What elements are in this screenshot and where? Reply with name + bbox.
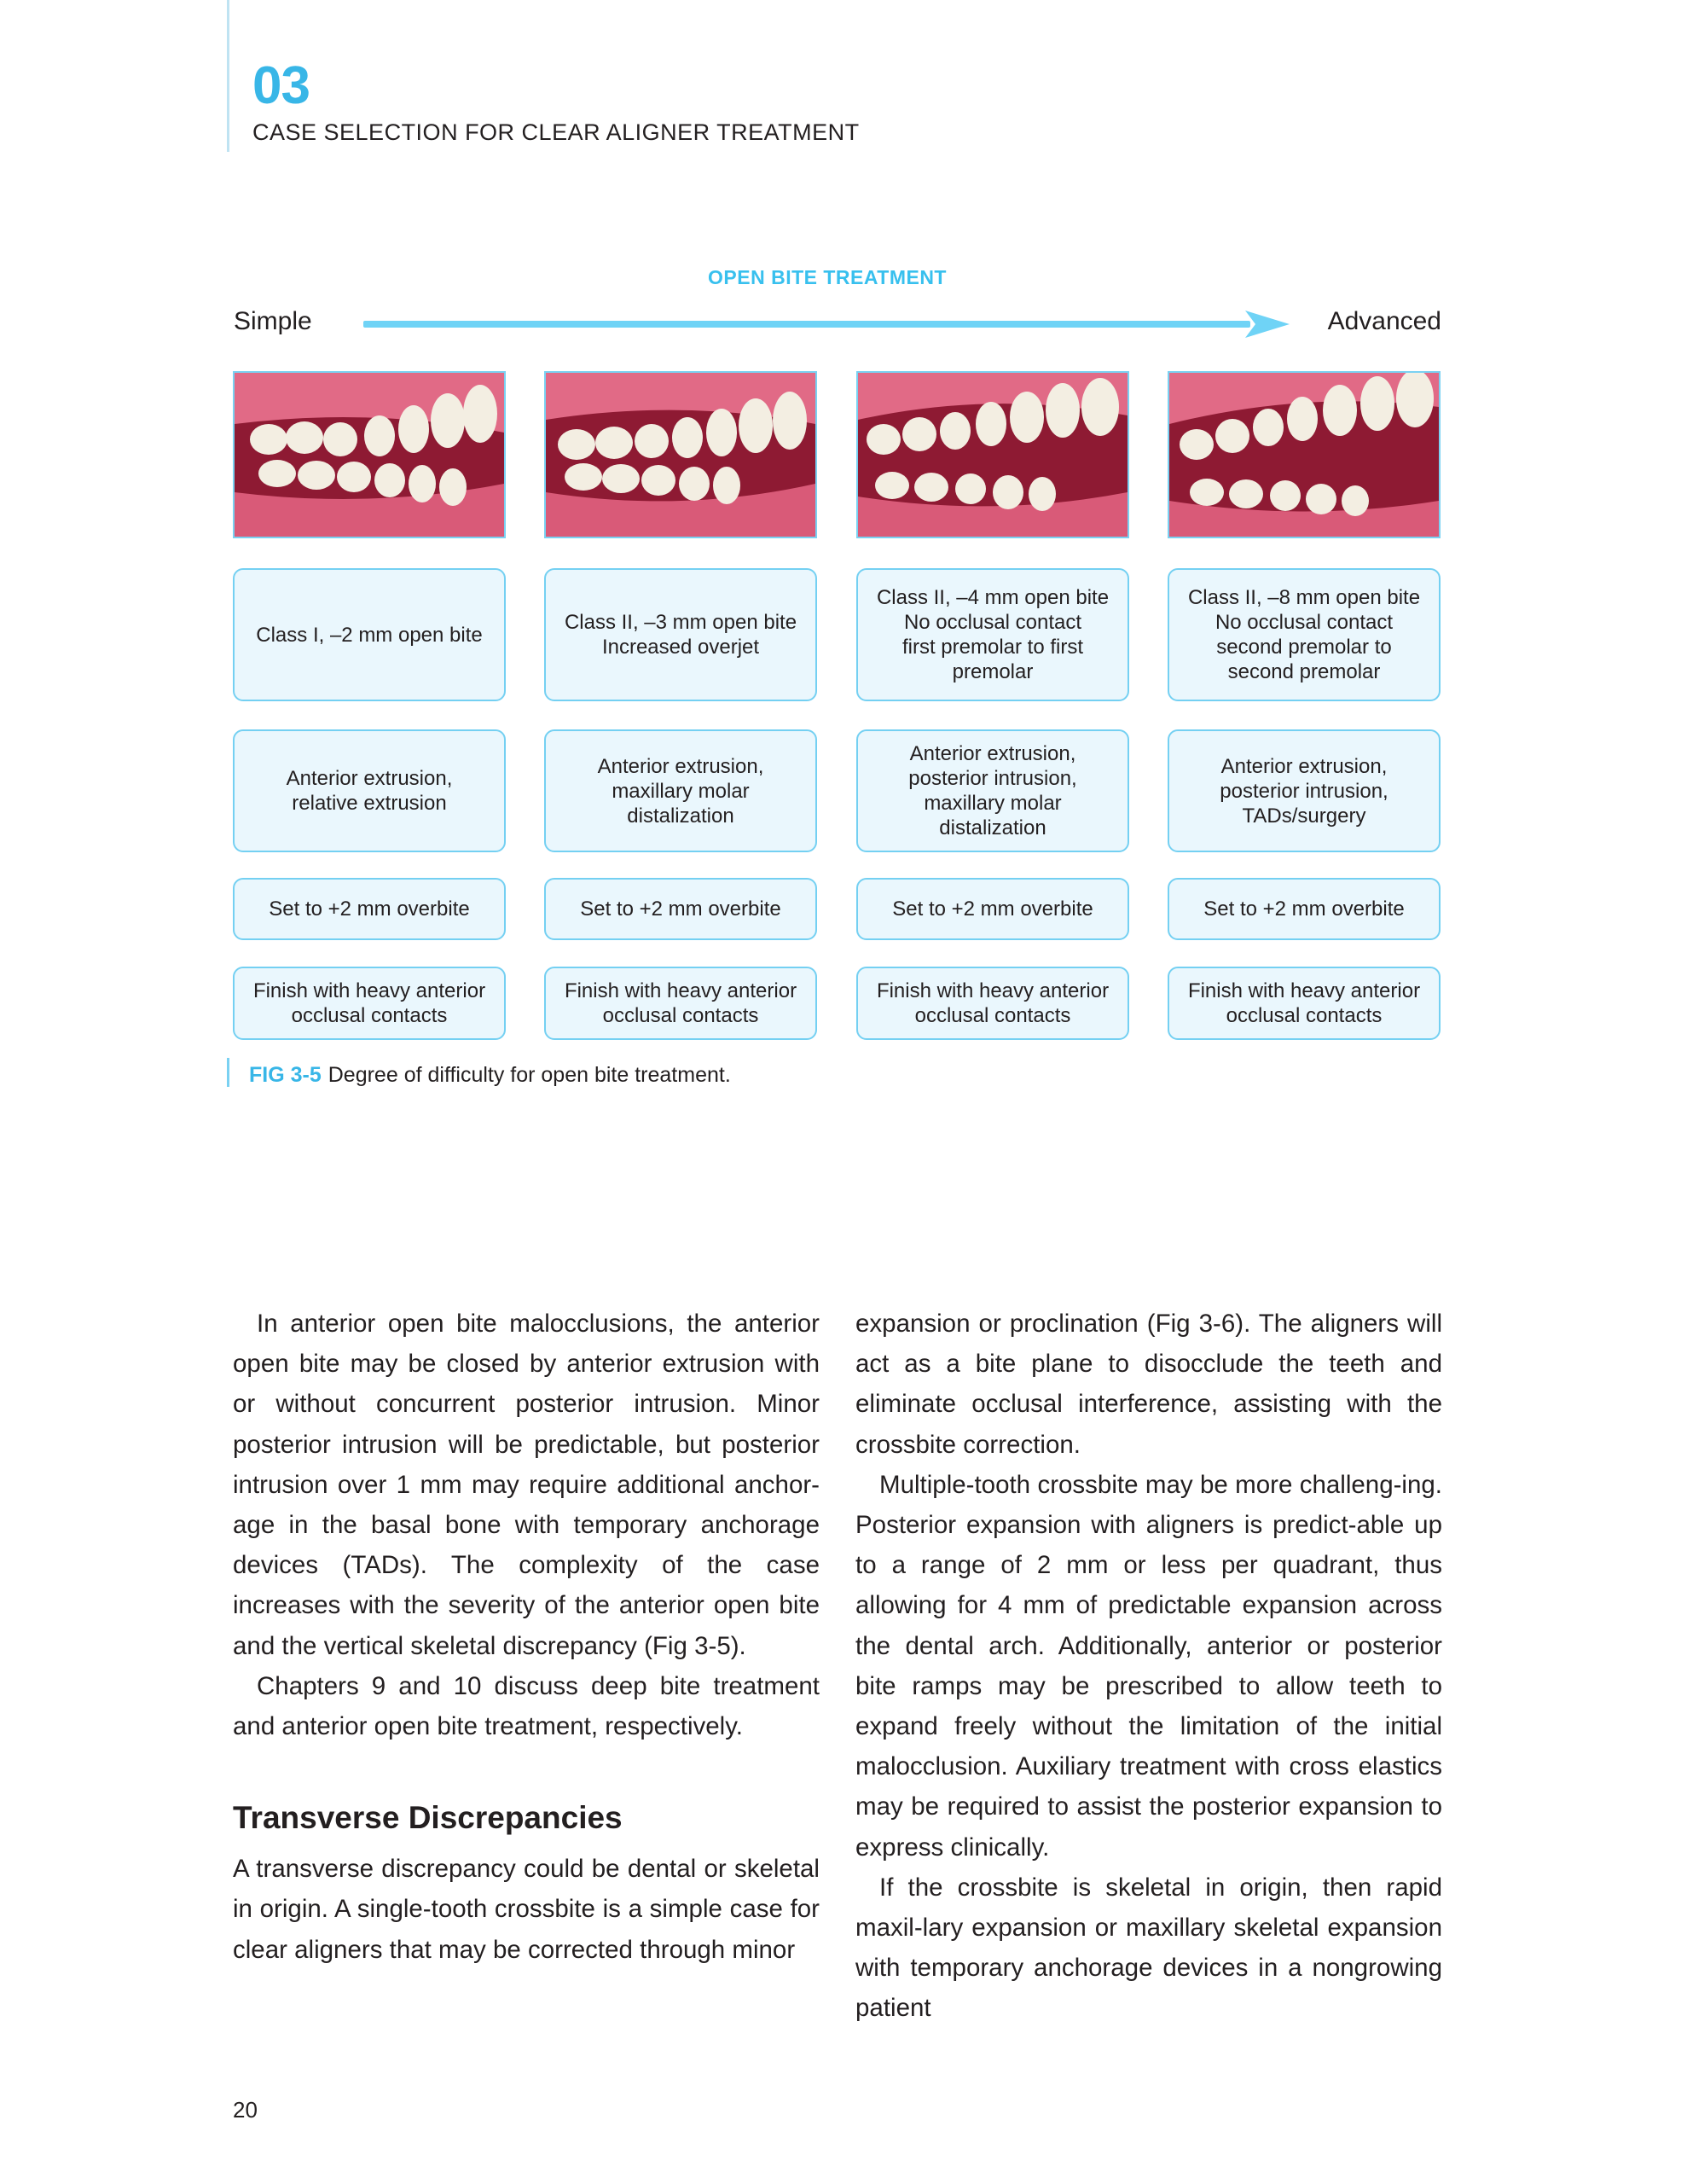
figure-title: OPEN BITE TREATMENT [708,266,947,288]
chapter-title: CASE SELECTION FOR CLEAR ALIGNER TREATMENT [252,119,860,145]
header-rule [227,0,229,152]
figure-caption-text: Degree of difficulty for open bite treatment. [328,1063,731,1087]
body-column-right [855,1304,1442,2029]
overbite-box-1: Set to +2 mm overbite [233,878,506,940]
treatment-box-3: Anterior extrusion, posterior intrusion, maxillary molar distalization [856,729,1129,852]
intraoral-photo-1 [233,371,506,538]
difficulty-arrow-icon [358,307,1296,341]
treatment-box-1: Anterior extrusion, relative extrusion [233,729,506,852]
intraoral-photo-3 [856,371,1129,538]
diagnosis-box-1: Class I, –2 mm open bite [233,568,506,701]
treatment-box-2: Anterior extrusion, maxillary molar distalization [544,729,817,852]
finish-box-2: Finish with heavy anterior occlusal contacts [544,967,817,1040]
finish-box-3: Finish with heavy anterior occlusal contacts [856,967,1129,1040]
scale-end-label: Advanced [1327,307,1441,335]
intraoral-photo-2 [544,371,817,538]
page-number: 20 [233,2097,258,2123]
chapter-number: 03 [252,56,310,115]
diagnosis-box-3: Class II, –4 mm open bite No occlusal contact first premolar to first premolar [856,568,1129,701]
diagnosis-box-2: Class II, –3 mm open bite Increased overjet [544,568,817,701]
overbite-box-4: Set to +2 mm overbite [1168,878,1441,940]
section-heading: Transverse Discrepancies [233,1800,623,1836]
paragraph: Chapters 9 and 10 discuss deep bite treatment and anterior open bite treatment, respectively. [233,1671,820,1741]
overbite-box-3: Set to +2 mm overbite [856,878,1129,940]
paragraph: In anterior open bite malocclusions, the anterior open bite may be closed by anterior extrusion with or without concurrent posterior intrusion. Minor posterior intrusion will be predictable, but posterior intrusion over 1 mm may require additional anchor-age in the basal bone with temporary anchorage devices (TADs). The complexity of the case increases with the severity of the anterior open bite and the vertical skeletal discrepancy (Fig 3-5). [233,1310,820,1660]
paragraph: expansion or proclination (Fig 3-6). The aligners will act as a bite plane to disocclude the teeth and eliminate occlusal interference, assisting with the crossbite correction. [855,1310,1442,1459]
body-column-left [233,1304,820,1970]
finish-box-1: Finish with heavy anterior occlusal contacts [233,967,506,1040]
finish-box-4: Finish with heavy anterior occlusal contacts [1168,967,1441,1040]
scale-start-label: Simple [234,307,312,335]
paragraph: If the crossbite is skeletal in origin, then rapid maxil-lary expansion or maxillary skeletal expansion with temporary anchorage devices in a nongrowing patient [855,1873,1442,2023]
caption-rule [227,1058,229,1087]
paragraph: Multiple-tooth crossbite may be more challeng-ing. Posterior expansion with aligners is predict-able up to a range of 2 mm or less per quadrant, thus allowing for 4 mm of predictable expansion across the dental arch. Additionally, anterior or posterior bite ramps may be prescribed to allow teeth to expand freely without the limitation of the initial malocclusion. Auxiliary treatment with cross elastics may be required to assist the posterior expansion to express clinically. [855,1470,1442,1862]
figure-caption [249,1063,731,1088]
intraoral-photo-4 [1168,371,1441,538]
diagnosis-box-4: Class II, –8 mm open bite No occlusal contact second premolar to second premolar [1168,568,1441,701]
figure-caption-id: FIG 3-5 [249,1063,322,1087]
treatment-box-4: Anterior extrusion, posterior intrusion, TADs/surgery [1168,729,1441,852]
overbite-box-2: Set to +2 mm overbite [544,878,817,940]
paragraph: A transverse discrepancy could be dental or skeletal in origin. A single-tooth crossbite is a simple case for clear aligners that may be corrected through minor [233,1855,820,1964]
